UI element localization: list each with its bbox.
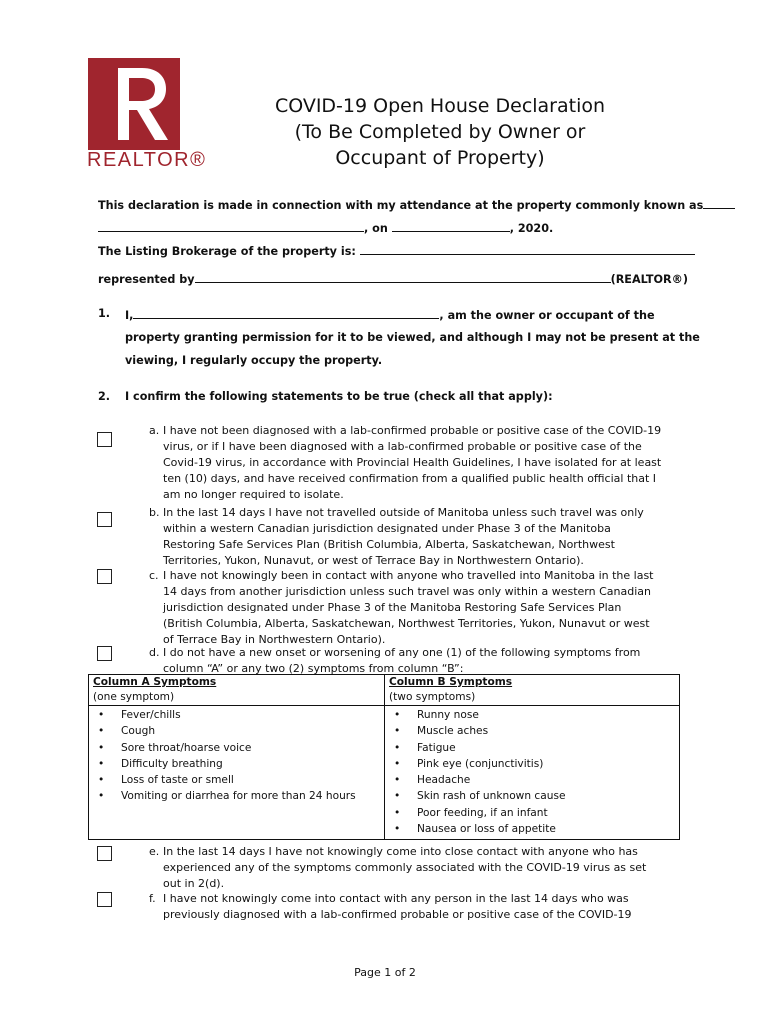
column-b-list-cell [385, 706, 680, 840]
column-a-list-cell [89, 706, 385, 840]
statement-c-line: jurisdiction designated under Phase 3 of the Manitoba Restoring Safe Services Plan [163, 601, 622, 614]
statement-a-line: virus, or if I have been diagnosed with a lab-confirmed probable or positive case of the [163, 440, 642, 453]
column-a-title: Column A Symptoms [93, 676, 217, 688]
column-b-cell [385, 675, 680, 706]
statement-a-line: ten (10) days, and have received confirmation from a qualified public health official that I [163, 472, 657, 485]
brokerage-line [98, 243, 695, 258]
statement-b [149, 505, 644, 569]
statement-c-line: 14 days from another jurisdiction unless such travel was only within a western Canadian [163, 585, 651, 598]
property-address-field-a[interactable] [703, 197, 735, 209]
list-item: • Poor feeding, if an infant [389, 805, 679, 821]
realtor-r-mark-icon [88, 58, 180, 150]
list-item: • Runny nose [389, 707, 679, 723]
on-label: , on [364, 222, 388, 235]
item-1-line-1 [125, 307, 655, 322]
page-number: Page 1 of 2 [354, 966, 416, 979]
column-a-subtitle: (one symptom) [93, 691, 175, 703]
checkbox-a[interactable] [97, 432, 112, 447]
document-title [250, 93, 630, 171]
realtor-logo [88, 58, 180, 150]
owner-text: , am the owner or occupant of the [439, 309, 655, 322]
year-label: , 2020. [509, 222, 554, 235]
title-line-3: Occupant of Property) [335, 147, 545, 169]
list-item: • Loss of taste or smell [93, 772, 384, 788]
list-item: • Fever/chills [93, 707, 384, 723]
list-item: • Fatigue [389, 740, 679, 756]
brokerage-field[interactable] [360, 243, 695, 255]
brokerage-label: The Listing Brokerage of the property is: [98, 245, 356, 258]
statement-a-line: am no longer required to isolate. [163, 488, 344, 501]
realtor-name-field[interactable] [195, 271, 611, 283]
column-b-list [389, 707, 679, 837]
statement-b-line: Restoring Safe Services Plan (British Columbia, Alberta, Saskatchewan, Northwest [163, 538, 615, 551]
checkbox-b[interactable] [97, 512, 112, 527]
statement-e-label: e. [149, 845, 160, 858]
statement-e-line: In the last 14 days I have not knowingly come into close contact with anyone who has [163, 845, 638, 858]
list-item: • Difficulty breathing [93, 756, 384, 772]
checkbox-d[interactable] [97, 646, 112, 661]
statement-f-label: f. [149, 892, 156, 905]
statement-f-line: I have not knowingly come into contact with any person in the last 14 days who was [163, 892, 629, 905]
realtor-label: (REALTOR®) [610, 273, 688, 286]
list-item: • Sore throat/hoarse voice [93, 740, 384, 756]
realtor-logo-text: REALTOR® [87, 149, 207, 171]
checkbox-f[interactable] [97, 892, 112, 907]
statement-c [149, 568, 654, 648]
statement-e [149, 844, 647, 892]
statement-f-line: previously diagnosed with a lab-confirmed probable or positive case of the COVID-19 [163, 908, 632, 921]
statement-a-label: a. [149, 424, 160, 437]
list-item: • Pink eye (conjunctivitis) [389, 756, 679, 772]
represented-line [98, 271, 688, 286]
item-1-line-2: property granting permission for it to be viewed, and although I may not be present at the [125, 331, 700, 344]
statement-d-label: d. [149, 646, 160, 659]
statement-c-line: I have not knowingly been in contact with anyone who travelled into Manitoba in the last [163, 569, 654, 582]
list-item: • Nausea or loss of appetite [389, 821, 679, 837]
column-a-cell [89, 675, 385, 706]
checkbox-c[interactable] [97, 569, 112, 584]
represented-label: represented by [98, 273, 195, 286]
intro-text: This declaration is made in connection with my attendance at the property commonly known as [98, 199, 704, 212]
checkbox-e[interactable] [97, 846, 112, 861]
item-1-line-3: viewing, I regularly occupy the property. [125, 354, 383, 367]
item-2-number: 2. [98, 390, 111, 403]
list-item: • Vomiting or diarrhea for more than 24 hours [93, 788, 384, 804]
title-line-1: COVID-19 Open House Declaration [274, 95, 606, 117]
column-a-list [93, 707, 384, 805]
title-line-2: (To Be Completed by Owner or [294, 121, 586, 143]
i-label: I, [125, 309, 134, 322]
statement-b-label: b. [149, 506, 160, 519]
statement-b-line: Territories, Yukon, Nunavut, or west of Terrace Bay in Northwestern Ontario). [163, 554, 584, 567]
item-1-number: 1. [98, 307, 111, 320]
statement-d-line: column “A” or any two (2) symptoms from column “B”: [163, 662, 464, 675]
statement-c-label: c. [149, 569, 159, 582]
statement-a [149, 423, 662, 503]
owner-name-field[interactable] [133, 307, 439, 319]
list-item: • Cough [93, 723, 384, 739]
statement-e-line: out in 2(d). [163, 877, 225, 890]
list-item: • Skin rash of unknown cause [389, 788, 679, 804]
list-item: • Muscle aches [389, 723, 679, 739]
symptoms-table [88, 674, 680, 840]
statement-a-line: I have not been diagnosed with a lab-confirmed probable or positive case of the COVID-19 [163, 424, 662, 437]
column-b-title: Column B Symptoms [389, 676, 513, 688]
statement-f [149, 891, 632, 923]
statement-c-line: (British Columbia, Alberta, Saskatchewan, Northwest Territories, Yukon, Nunavut or west [163, 617, 650, 630]
column-b-subtitle: (two symptoms) [389, 691, 476, 703]
statement-d-line: I do not have a new onset or worsening of any one (1) of the following symptoms from [163, 646, 641, 659]
list-item: • Headache [389, 772, 679, 788]
item-2-text: I confirm the following statements to be true (check all that apply): [125, 390, 553, 403]
intro-line-1 [98, 197, 735, 212]
date-field[interactable] [392, 220, 510, 232]
statement-b-line: within a western Canadian jurisdiction designated under Phase 3 of the Manitoba [163, 522, 611, 535]
statement-d [149, 645, 641, 677]
statement-b-line: In the last 14 days I have not travelled outside of Manitoba unless such travel was only [163, 506, 644, 519]
intro-line-2 [98, 220, 553, 235]
property-address-field-b[interactable] [98, 220, 364, 232]
statement-a-line: Covid-19 virus, in accordance with Provincial Health Guidelines, I have isolated for at least [163, 456, 662, 469]
statement-c-line: of Terrace Bay in Northwestern Ontario). [163, 633, 386, 646]
statement-e-line: experienced any of the symptoms commonly associated with the COVID-19 virus as set [163, 861, 647, 874]
